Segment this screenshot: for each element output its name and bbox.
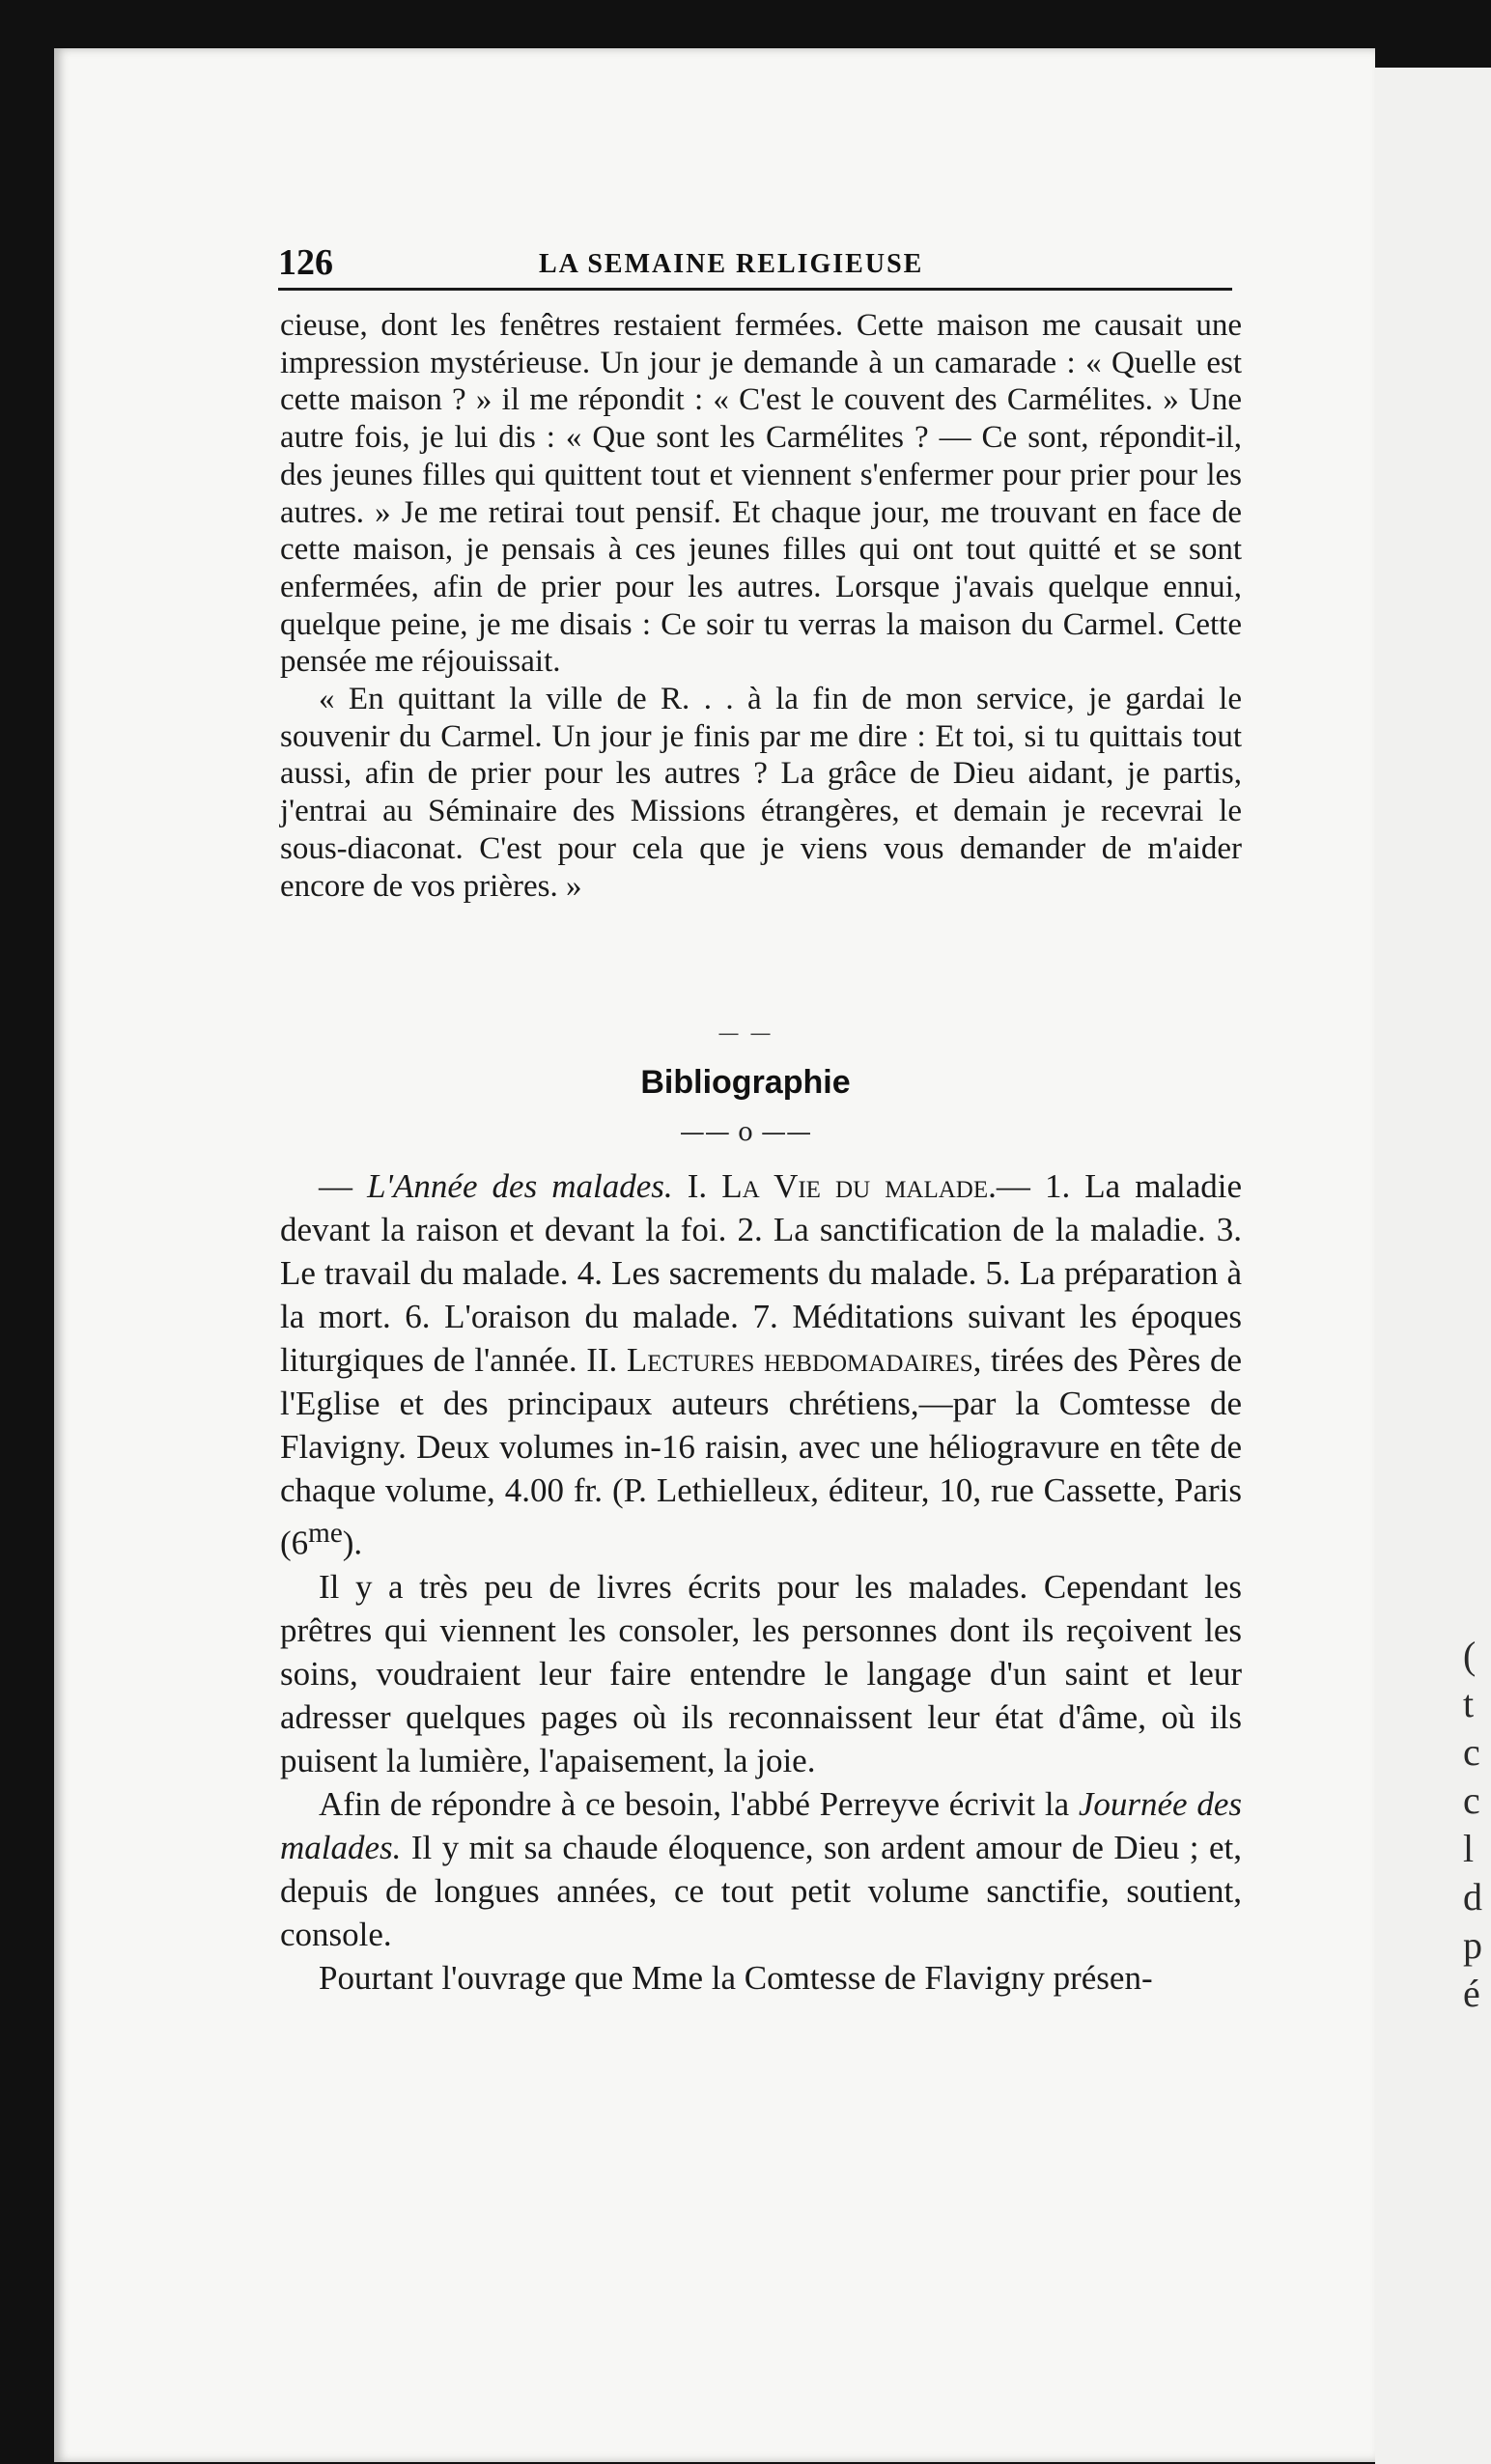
review-text: Afin de répondre à ce besoin, l'abbé Perreyve écrivit la [319,1784,1079,1823]
facing-page-glyphs [1463,1632,1491,2018]
narrative-paragraph: cieuse, dont les fenêtres restaient fermées. Cette maison me causait une impression mystérieuse. Un jour je demande à un camarade : « Quelle est cette maison ? » il me répondit : « C'est le couvent des Carmélites. » Une autre fois, je lui dis : « Que sont les Carmélites ? — Ce sont, répondit-il, des jeunes filles qui quittent tout et viennent s'enfermer pour prier pour les autres. » Je me retirai tout pensif. Et chaque jour, me trouvant en face de cette maison, je pensais à ces jeunes filles qui ont tout quitté et se sont enfermées, afin de prier pour les autres. Lorsque j'avais quelque ennui, quelque peine, je me disais : Ce soir tu verras la maison du Carmel. Cette pensée me réjouissait. [280,308,1242,680]
review-paragraph: Pourtant l'ouvrage que Mme la Comtesse de Flavigny présen- [319,1958,1153,1997]
book-title: Journée des malades. [280,1784,1242,1866]
edge-glyph: c [1463,1778,1480,1822]
edge-glyph: l [1463,1827,1475,1870]
bibliography-entry [280,1164,1242,1565]
review-paragraph [280,1782,1242,1956]
edge-glyph: ( [1463,1634,1477,1677]
entry-part-two-rest: tirées des Pères de l'Eglise et des principaux auteurs chrétiens,—par la Comtesse de Flavigny. Deux volumes in-16 raisin, avec une héliogravure en tête de chaque volume, 4.00 fr. (P. Lethielleux, éditeur, 10, rue Cassette, Paris (6 [280,1341,1242,1562]
narrative-text [280,307,1242,905]
bibliography-text [280,1164,1242,2000]
entry-part-one-title: La Vie du malade. [721,1167,997,1205]
edge-glyph: é [1463,1972,1480,2015]
section-title-rule: —— o —— [679,1118,812,1147]
entry-closing: ). [342,1524,363,1562]
entry-part-two-title: Lectures hebdomadaires, [626,1341,982,1379]
entry-dash: — [319,1167,368,1205]
entry-part-one-items: — 1. La maladie devant la raison et devant la foi. 2. La sanctification de la maladie. 3. Le travail du malade. 4. Les sacrements du malade. 5. La préparation à la mort. 6. L'oraison du malade. 7. Méditations suivant les époques liturgiques de l'année. II. [280,1167,1243,1379]
entry-title: L'Année des malades. [367,1167,673,1205]
edge-glyph: t [1463,1682,1475,1725]
edge-glyph: d [1463,1875,1482,1918]
review-text: Il y mit sa chaude éloquence, son ardent amour de Dieu ; et, depuis de longues années, ce tout petit volume sanctifie, soutient, console. [280,1828,1242,1953]
entry-superscript: me [308,1518,343,1549]
edge-glyph: c [1463,1730,1480,1774]
section-title: Bibliographie [640,1064,851,1101]
page-header [278,241,1234,286]
narrative-paragraph: « En quittant la ville de R. . . à la fin de mon service, je gardai le souvenir du Carmel. Un jour je finis par me dire : Et toi, si tu quittais tout aussi, afin de prier pour les autres ? La grâce de Dieu aidant, je partis, j'entrai au Séminaire des Missions étrangères, et demain je recevrai le sous-diaconat. C'est pour cela que je viens vous demander de m'aider encore de vos prières. » [280,682,1242,904]
header-rule [278,288,1232,291]
review-paragraph: Il y a très peu de livres écrits pour les malades. Cependant les prêtres qui viennent les consoler, les personnes dont ils reçoivent les soins, voudraient leur faire entendre le langage d'un saint et leur adresser quelques pages où ils reconnaissent leur état d'âme, où ils puisent la lumière, l'apaisement, la joie. [280,1567,1242,1779]
edge-glyph: p [1463,1923,1482,1967]
facing-page-edge [1375,68,1491,2464]
page-number: 126 [278,242,333,283]
section-separator: — — [717,1022,774,1046]
entry-part-one: I. [672,1167,722,1205]
running-title: LA SEMAINE RELIGIEUSE [539,249,924,279]
